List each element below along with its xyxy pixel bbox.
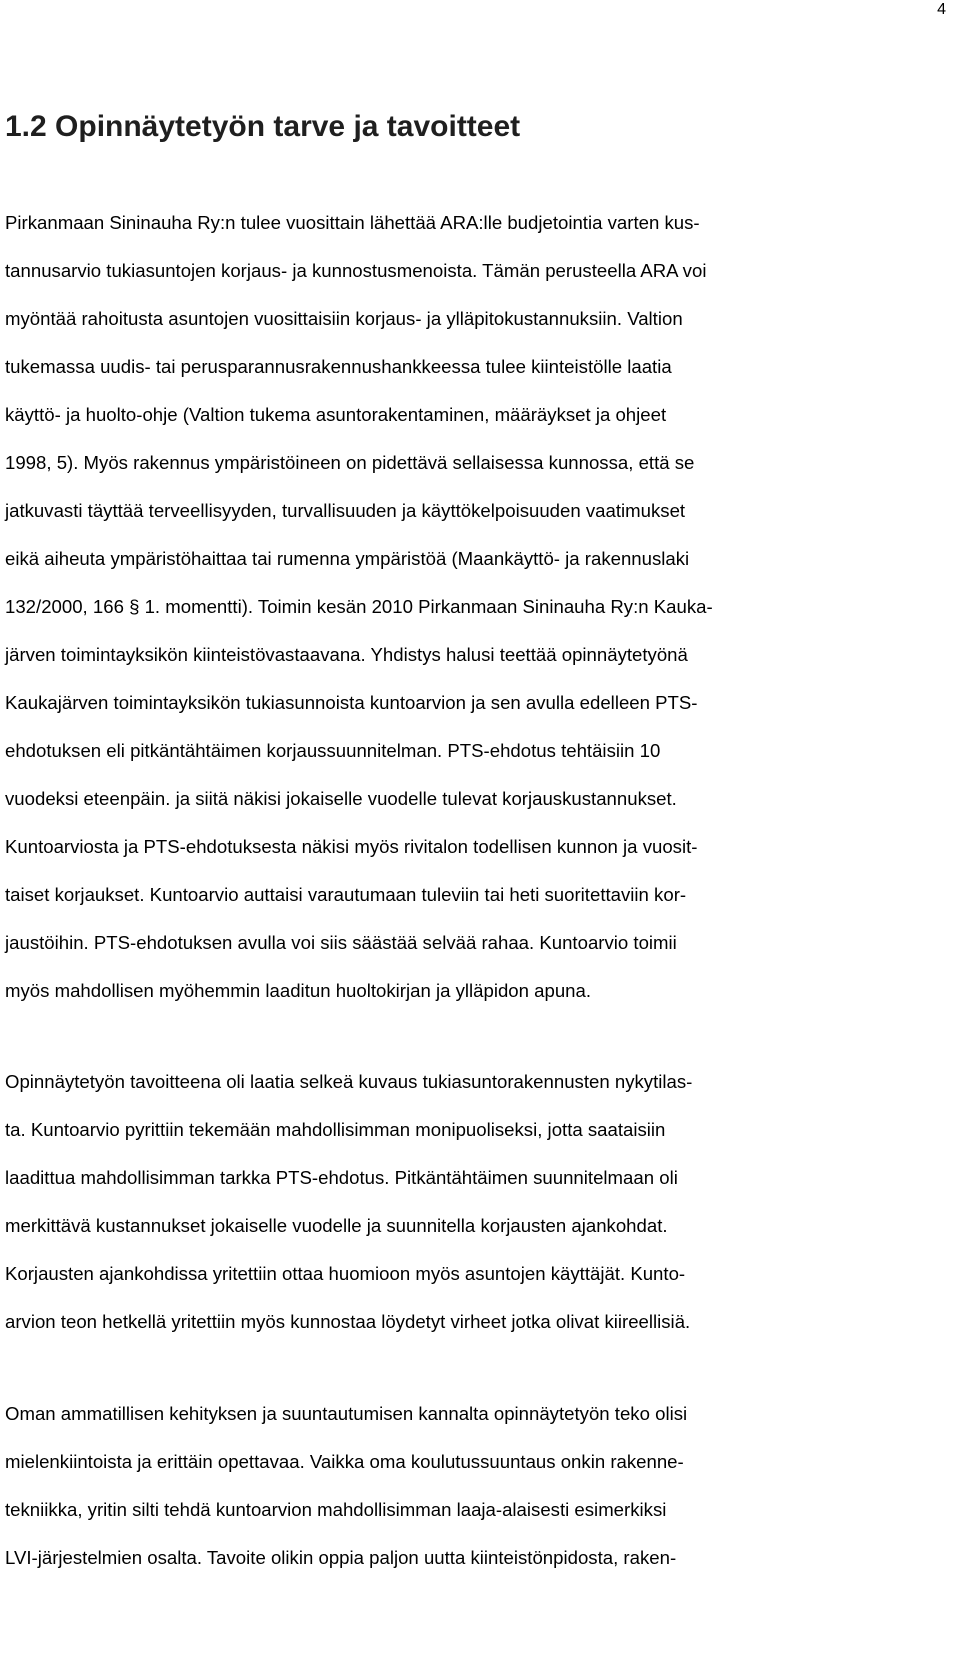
paragraph-2 bbox=[5, 1058, 692, 1346]
section-heading: 1.2 Opinnäytetyön tarve ja tavoitteet bbox=[5, 110, 521, 143]
text-line: ehdotuksen eli pitkäntähtäimen korjaussuunnitelman. PTS-ehdotus tehtäisiin 10 bbox=[5, 740, 661, 761]
text-line: jatkuvasti täyttää terveellisyyden, turvallisuuden ja käyttökelpoisuuden vaatimukset bbox=[5, 500, 686, 521]
text-line: LVI-järjestelmien osalta. Tavoite olikin oppia paljon uutta kiinteistönpidosta, raken- bbox=[5, 1547, 677, 1568]
text-line: Kaukajärven toimintayksikön tukiasunnoista kuntoarvion ja sen avulla edelleen PTS- bbox=[5, 692, 698, 713]
text-line: 1998, 5). Myös rakennus ympäristöineen on pidettävä sellaisessa kunnossa, että se bbox=[5, 452, 695, 473]
text-line: Pirkanmaan Sininauha Ry:n tulee vuosittain lähettää ARA:lle budjetointia varten kus- bbox=[5, 212, 700, 233]
text-line: tukemassa uudis- tai perusparannusrakennushankkeessa tulee kiinteistölle laatia bbox=[5, 356, 672, 377]
text-line: käyttö- ja huolto-ohje (Valtion tukema asuntorakentaminen, määräykset ja ohjeet bbox=[5, 404, 667, 425]
text-line: vuodeksi eteenpäin. ja siitä näkisi jokaiselle vuodelle tulevat korjauskustannukset. bbox=[5, 788, 677, 809]
text-line: myös mahdollisen myöhemmin laaditun huoltokirjan ja ylläpidon apuna. bbox=[5, 980, 592, 1001]
text-line: taiset korjaukset. Kuntoarvio auttaisi varautumaan tuleviin tai heti suoritettaviin kor- bbox=[5, 884, 687, 905]
paragraph-1 bbox=[5, 199, 713, 1015]
text-line: Oman ammatillisen kehityksen ja suuntautumisen kannalta opinnäytetyön teko olisi bbox=[5, 1403, 688, 1424]
text-line: merkittävä kustannukset jokaiselle vuodelle ja suunnitella korjausten ajankohdat. bbox=[5, 1215, 668, 1236]
text-line: Korjausten ajankohdissa yritettiin ottaa huomioon myös asuntojen käyttäjät. Kunto- bbox=[5, 1263, 686, 1284]
text-line: jaustöihin. PTS-ehdotuksen avulla voi siis säästää selvää rahaa. Kuntoarvio toimii bbox=[5, 932, 677, 953]
text-line: ta. Kuntoarvio pyrittiin tekemään mahdollisimman monipuoliseksi, jotta saataisiin bbox=[5, 1119, 666, 1140]
text-line: tannusarvio tukiasuntojen korjaus- ja kunnostusmenoista. Tämän perusteella ARA voi bbox=[5, 260, 707, 281]
text-line: laadittua mahdollisimman tarkka PTS-ehdotus. Pitkäntähtäimen suunnitelmaan oli bbox=[5, 1167, 678, 1188]
text-line: Opinnäytetyön tavoitteena oli laatia selkeä kuvaus tukiasuntorakennusten nykytilas- bbox=[5, 1071, 693, 1092]
text-line: arvion teon hetkellä yritettiin myös kunnostaa löydetyt virheet jotka olivat kiireellisiä. bbox=[5, 1311, 691, 1332]
text-line: eikä aiheuta ympäristöhaittaa tai rumenna ympäristöä (Maankäyttö- ja rakennuslaki bbox=[5, 548, 690, 569]
text-line: järven toimintayksikön kiinteistövastaavana. Yhdistys halusi teettää opinnäytetyönä bbox=[5, 644, 688, 665]
text-line: Kuntoarviosta ja PTS-ehdotuksesta näkisi myös rivitalon todellisen kunnon ja vuosit- bbox=[5, 836, 698, 857]
text-line: tekniikka, yritin silti tehdä kuntoarvion mahdollisimman laaja-alaisesti esimerkiksi bbox=[5, 1499, 667, 1520]
text-line: mielenkiintoista ja erittäin opettavaa. Vaikka oma koulutussuuntaus onkin rakenne- bbox=[5, 1451, 684, 1472]
paragraph-3 bbox=[5, 1390, 687, 1582]
page-number: 4 bbox=[937, 1, 946, 18]
text-line: 132/2000, 166 § 1. momentti). Toimin kesän 2010 Pirkanmaan Sininauha Ry:n Kauka- bbox=[5, 596, 713, 617]
text-line: myöntää rahoitusta asuntojen vuosittaisiin korjaus- ja ylläpitokustannuksiin. Valtion bbox=[5, 308, 683, 329]
